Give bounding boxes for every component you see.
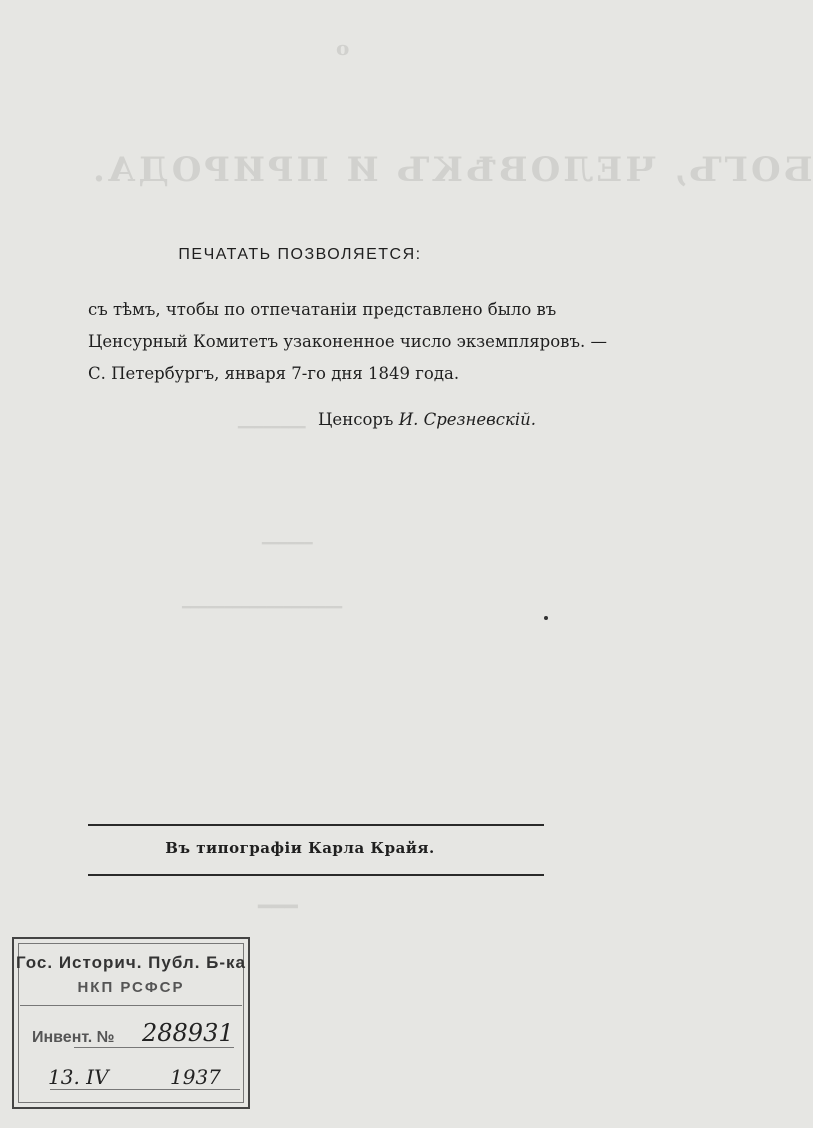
bleed-through-mark: ━━━━━━	[262, 536, 313, 552]
bleed-through-mark: БОГЪ, ЧЕЛОВѢКЪ И ПРИРОДА.	[90, 150, 813, 190]
bleed-through-mark: ━━━━━━━━	[238, 420, 306, 436]
top-rule	[88, 824, 544, 826]
stamp-divider	[20, 1005, 242, 1006]
stamp-authority: НКП РСФСР	[77, 979, 185, 996]
stamp-underline	[50, 1089, 240, 1090]
censor-title: Ценсоръ	[318, 410, 394, 429]
ink-speck	[544, 616, 548, 620]
bleed-through-mark: ━━━━━━━━━━━━━━━━━━━	[182, 600, 343, 616]
permission-heading: ПЕЧАТАТЬ ПОЗВОЛЯЕТСЯ:	[178, 246, 422, 263]
stamp-inventory-label: Инвент. №	[32, 1029, 115, 1046]
bleed-through-mark: о	[336, 36, 350, 60]
bottom-rule	[88, 874, 544, 876]
bleed-through-mark: ━━━	[258, 894, 298, 920]
stamp-underline	[74, 1047, 234, 1048]
stamp-date: 13. IV	[48, 1065, 109, 1089]
stamp-year: 1937	[170, 1065, 221, 1089]
body-text-line: съ тѣмъ, чтобы по отпечатаніи представлено было въ	[88, 300, 557, 319]
censor-name: И. Срезневскій.	[398, 410, 536, 429]
stamp-inventory-number: 288931	[142, 1019, 234, 1047]
library-stamp	[12, 937, 250, 1109]
printer-imprint: Въ типографіи Карла Крайя.	[165, 839, 435, 857]
censor-signature	[318, 410, 536, 429]
stamp-library-name: Гос. Историч. Публ. Б-ка	[15, 953, 246, 972]
body-text-line: С. Петербургъ, января 7-го дня 1849 года.	[88, 364, 460, 383]
body-text-line: Ценсурный Комитетъ узаконенное число экземпляровъ. —	[88, 332, 607, 351]
